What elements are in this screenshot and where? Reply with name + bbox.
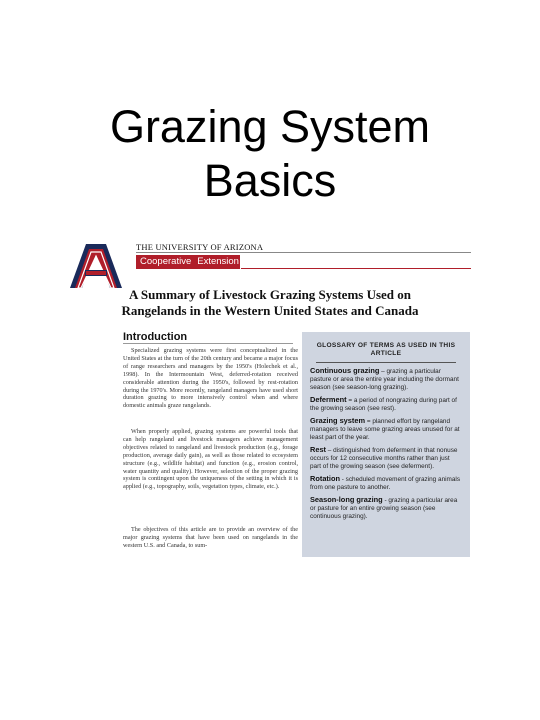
glossary-entry bbox=[310, 446, 462, 471]
glossary-heading-line-2: ARTICLE bbox=[370, 350, 402, 357]
introduction-divider bbox=[123, 343, 293, 344]
glossary-divider bbox=[316, 362, 456, 363]
glossary-heading-line-1: GLOSSARY OF TERMS AS USED IN THIS bbox=[316, 342, 456, 349]
article-image bbox=[66, 232, 474, 557]
glossary-definition: - scheduled movement of grazing animals from one pasture to another. bbox=[310, 476, 461, 491]
university-name: THE UNIVERSITY OF ARIZONA bbox=[136, 242, 264, 252]
introduction-heading: Introduction bbox=[123, 331, 188, 343]
intro-paragraph-3: The objectives of this article are to provide an overview of the major grazing systems that have been used on rangelands in the western U.S. and Canada, to sum- bbox=[123, 526, 298, 549]
slide-title-line-1: Grazing System bbox=[109, 101, 431, 152]
slide-title bbox=[0, 100, 540, 208]
intro-paragraph-2: When properly applied, grazing systems are powerful tools that can help rangeland and livestock managers achieve management objectives related to rangeland and livestock production (e.g., forage production, average daily gain), as well as those related to ecosystem structure (e.g., wildlife habitat) and function (e.g., erosion control, water quantity and quality). However, selection of the proper grazing system is contingent upon the uniqueness of the setting in which it is applied (e.g., topography, soils, vegetation types, climate, etc.). bbox=[123, 428, 298, 491]
article-title-line-1: A Summary of Livestock Grazing Systems Used on bbox=[128, 287, 412, 302]
slide-title-line-2: Basics bbox=[203, 155, 337, 206]
glossary-term: Rotation bbox=[310, 474, 340, 483]
extension-divider bbox=[241, 268, 471, 269]
university-of-arizona-logo bbox=[66, 240, 126, 290]
glossary-term: Deferment bbox=[310, 395, 347, 404]
glossary-entry bbox=[310, 475, 462, 492]
glossary-entry bbox=[310, 367, 462, 392]
glossary-definition: = a period of nongrazing during part of the growing season (see rest). bbox=[310, 397, 457, 412]
extension-word-2: Extension bbox=[197, 256, 239, 267]
header-divider bbox=[136, 252, 471, 253]
glossary-entry bbox=[310, 396, 462, 413]
glossary-heading bbox=[310, 342, 462, 358]
glossary-term: Season-long grazing bbox=[310, 495, 383, 504]
glossary-sidebar bbox=[302, 332, 470, 557]
glossary-definition: - grazing a particular area or pasture for an entire growing season (see continuous grazing). bbox=[310, 497, 458, 520]
glossary-term: Grazing system bbox=[310, 416, 366, 425]
glossary-term: Rest bbox=[310, 445, 327, 454]
intro-paragraph-1: Specialized grazing systems were first conceptualized in the United States at the turn of the 20th century and became a major focus of range researchers and managers by the 1950's (Holechek et al., 1998). In the Intermountain West, deferred-rotation received considerable attention during the 1950's, followed by rest-rotation during the 1970's. More recently, rangeland managers have used short duration grazing to more intensively control when and where domestic animals graze rangelands. bbox=[123, 347, 298, 410]
article-title-line-2: Rangelands in the Western United States and Canada bbox=[121, 303, 419, 318]
glossary-entry bbox=[310, 496, 462, 521]
cooperative-extension-banner bbox=[136, 255, 240, 269]
glossary-entry bbox=[310, 417, 462, 442]
glossary-definition: = planned effort by rangeland managers to leave some grazing areas unused for at least part of the year. bbox=[310, 418, 460, 441]
glossary-definition: – distinguished from deferment in that nonuse occurs for 12 consecutive months rather than just part of the growing season (see deferment). bbox=[310, 447, 458, 470]
glossary-term: Continuous grazing bbox=[310, 366, 380, 375]
a-logo-icon bbox=[66, 240, 126, 290]
article-title bbox=[66, 287, 474, 319]
glossary-definition: – grazing a particular pasture or area the entire year including the dormant season (see season-long grazing). bbox=[310, 368, 459, 391]
extension-word-1: Cooperative bbox=[140, 256, 192, 267]
